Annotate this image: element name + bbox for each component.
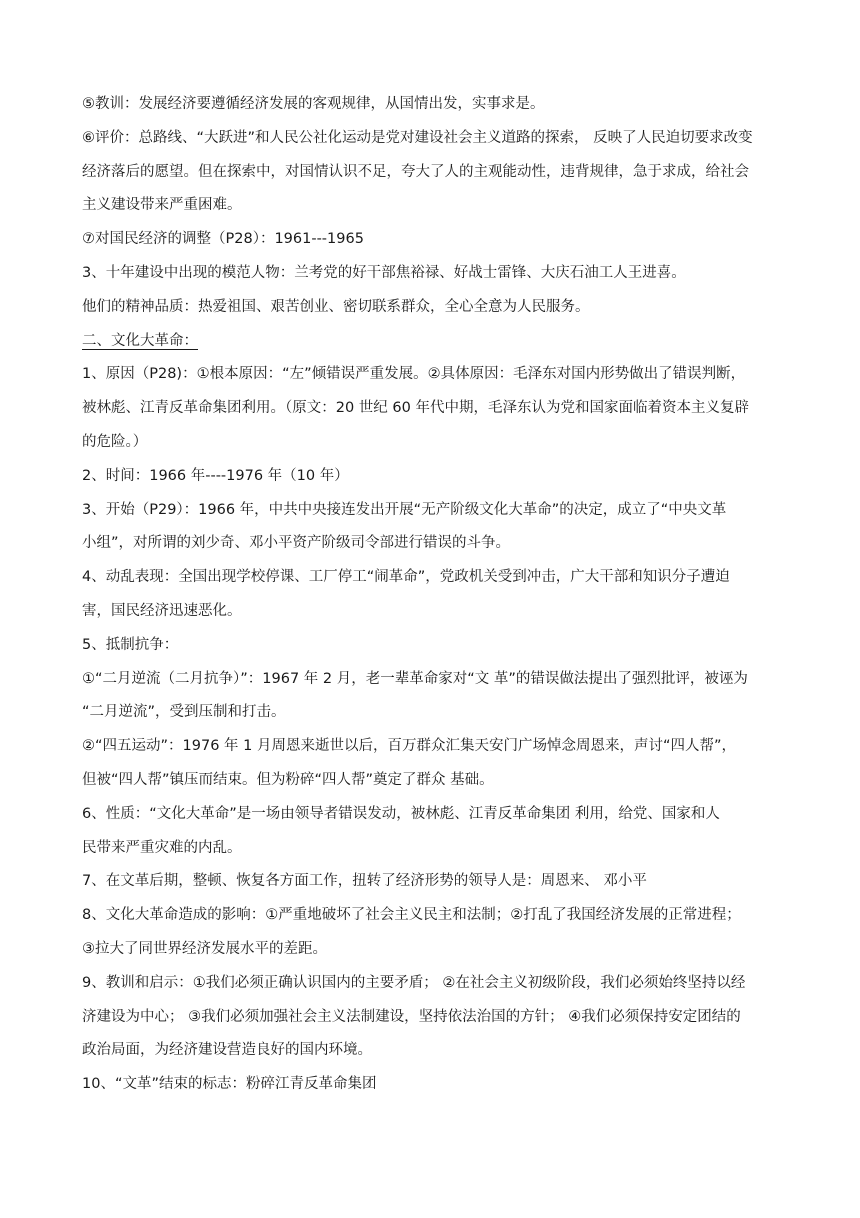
text-line: ⑦对国民经济的调整（P28）：1961---1965	[82, 231, 364, 248]
text-line: 2、时间：1966 年----1976 年（10 年）	[82, 467, 349, 484]
text-line: ⑤教训：发展经济要遵循经济发展的客观规律，从国情出发，实事求是。	[82, 96, 545, 112]
text-line: 主义建设带来严重困难。	[82, 197, 242, 214]
text-line: ①“二月逆流（二月抗争）”：1967 年 2 月，老一辈革命家对“文 革”的错误做法提出了强烈批评，被诬为	[82, 670, 748, 687]
text-line: 被林彪、江青反革命集团利用。（原文：20 世纪 60 年代中期，毛泽东认为党和国家面临着资本主义复辟	[82, 400, 749, 417]
text-line: 5、抵制抗争：	[82, 636, 179, 653]
text-line: 6、性质：“文化大革命”是一场由领导者错误发动，被林彪、江青反革命集团 利用，给党、国家和人	[82, 805, 720, 822]
text-line: 3、开始（P29）：1966 年，中共中央接连发出开展“无产阶级文化大革命”的决定，成立了“中央文革	[82, 501, 727, 518]
text-line: 民带来严重灾难的内乱。	[82, 839, 242, 856]
text-line: 1、原因（P28)：①根本原因：“左”倾错误严重发展。②具体原因：毛泽东对国内形势做出了错误判断，	[82, 366, 746, 383]
text-line: 济建设为中心； ③我们必须加强社会主义法制建设，坚持依法治国的方针； ④我们必须保持安定团结的	[82, 1008, 741, 1025]
text-line: 10、“文革”结束的标志：粉碎江青反革命集团	[82, 1076, 377, 1093]
section-heading: 二、文化大革命：	[82, 332, 198, 349]
text-line: 3、十年建设中出现的模范人物：兰考党的好干部焦裕禄、好战士雷锋、大庆石油工人王进喜。	[82, 264, 686, 281]
text-line: ②“四五运动”：1976 年 1 月周恩来逝世以后，百万群众汇集天安门广场悼念周恩来，声讨“四人帮”，	[82, 738, 736, 755]
text-line: 他们的精神品质：热爱祖国、艰苦创业、密切联系群众，全心全意为人民服务。	[82, 298, 590, 315]
text-line: 害，国民经济迅速恶化。	[82, 602, 242, 619]
text-line: 8、文化大革命造成的影响：①严重地破坏了社会主义民主和法制；②打乱了我国经济发展的正常进程；	[82, 907, 741, 924]
text-line: 7、在文革后期，整顿、恢复各方面工作，扭转了经济形势的领导人是：周恩来、 邓小平	[82, 873, 647, 890]
text-line: 但被“四人帮”镇压而结束。但为粉碎“四人帮”奠定了群众 基础。	[82, 771, 494, 788]
text-line: ⑥评价：总路线、“大跃进”和人民公社化运动是党对建设社会主义道路的探索， 反映了人民迫切要求改变	[82, 129, 753, 146]
text-line: ③拉大了同世界经济发展水平的差距。	[82, 940, 327, 957]
text-line: 的危险。）	[82, 433, 148, 450]
text-line: 政治局面，为经济建设营造良好的国内环境。	[82, 1042, 372, 1059]
text-line: 经济落后的愿望。但在探索中，对国情认识不足，夸大了人的主观能动性，违背规律，急于求成，给社会	[82, 163, 749, 180]
text-line: “二月逆流”，受到压制和打击。	[82, 704, 286, 721]
text-line: 小组”，对所谓的刘少奇、邓小平资产阶级司令部进行错误的斗争。	[82, 535, 511, 552]
text-line: 4、动乱表现：全国出现学校停课、工厂停工“闹革命”，党政机关受到冲击，广大干部和知识分子遭迫	[82, 569, 730, 586]
text-line: 9、教训和启示：①我们必须正确认识国内的主要矛盾； ②在社会主义初级阶段，我们必须始终坚持以经	[82, 974, 746, 991]
